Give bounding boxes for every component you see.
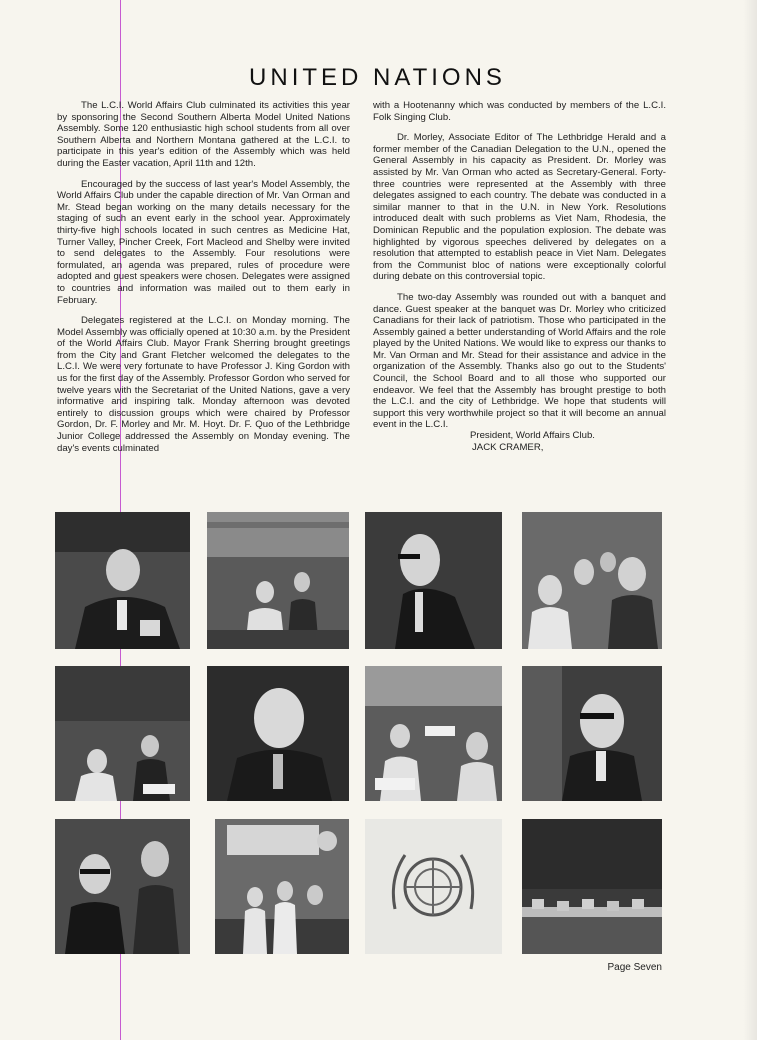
photo-delegates-at-desks xyxy=(55,666,190,801)
photo-delegation-group xyxy=(55,819,190,954)
paragraph: Dr. Morley, Associate Editor of The Lethbridge Herald and a former member of the Canadian Delegation to the U.N., opened the General Assembly in his capacity as President. Dr. Morley was assisted by Mr. Van Orman who acted as Secretary-General. Forty-three countries were represented at the Assembly with three delegates assigned to each country. The debate was conducted in a similar manner to that in the U.N. in New York. Resolutions introduced dealt with such problems as Viet Nam, Rhodesia, the Dominican Republic and the population explosion. The debate was highlighted by vigorous speeches delivered by delegates on a resolution that attempted to establish peace in Viet Nam. Delegates from the Communist bloc of nations were exceptionally colorful during debate on this controversial topic. xyxy=(373,132,666,283)
signature-role: President, World Affairs Club. xyxy=(470,430,595,441)
photo-banquet-hall-banner xyxy=(215,819,349,954)
signature-block xyxy=(470,430,595,454)
paragraph: The L.C.I. World Affairs Club culminated its activities this year by sponsoring the Second Southern Alberta Model United Nations Assembly. Some 120 enthusiastic high school students from all over Southern Alberta and Northern Montana gathered at the L.C.I. to participate in this year's edition of the Assembly which was held during the Easter vacation, April 11th and 12th. xyxy=(57,100,350,169)
signature-name: JACK CRAMER, xyxy=(472,442,544,453)
article-column-left xyxy=(57,100,350,463)
photo-student-with-glasses xyxy=(522,666,662,801)
photo-united-nations-emblem xyxy=(365,819,502,954)
paragraph: Delegates registered at the L.C.I. on Monday morning. The Model Assembly was officially opened at 10:30 a.m. by the President of the World Affairs Club. Mayor Frank Sherring brought greetings from the City and Grant Fletcher welcomed the delegates to the L.C.I. We were very fortunate to have Professor J. King Gordon with us for the first day of the Assembly. Professor Gordon who served for twelve years with the Secretariat of the United Nations, gave a very informative and inspiring talk. Monday afternoon was devoted entirely to discussion groups which were chaired by Professor Gordon, Dr. F. Morley and Mr. M. Hoyt. Dr. F. Quo of the Lethbridge Junior College addressed the Assembly on Monday evening. The day's events culminated xyxy=(57,315,350,454)
photo-man-with-glasses-profile xyxy=(365,512,502,649)
page-edge-shadow xyxy=(743,0,757,1040)
photo-speaker-at-microphone xyxy=(55,512,190,649)
photo-assembly-hall xyxy=(522,819,662,954)
photo-delegates-with-placards xyxy=(365,666,502,801)
paragraph: The two-day Assembly was rounded out with a banquet and dance. Guest speaker at the banquet was Dr. Morley who criticized Canadians for their lack of patriotism. Those who participated in the Assembly gained a better understanding of World Affairs and the role played by the United Nations. We would like to express our thanks to Mr. Van Orman and Mr. Stead for their assistance and advice in the organization of the Assembly. Thanks also go out to the Students' Council, the School Board and to all those who supported our endeavor. We feel that the Assembly has brought prestige to both the L.C.I. and the city of Lethbridge. We hope that students will support this very worthwhile project so that it will become an annual event in the L.C.I. xyxy=(373,291,666,431)
photo-delegates-seated xyxy=(207,512,349,649)
article-column-right xyxy=(373,100,666,440)
page-title: UNITED NATIONS xyxy=(249,64,506,91)
photo-elderly-speaker xyxy=(207,666,349,801)
paragraph: Encouraged by the success of last year's Model Assembly, the World Affairs Club under the capable direction of Mr. Van Orman and Mr. Stead began working on the many details necessary for the staging of such an event early in the school year. Approximately thirty-five high schools located in such centres as Medicine Hat, Turner Valley, Pincher Creek, Fort Macleod and Shelby were invited to send delegates to the Assembly. Four resolutions were formulated, an agenda was prepared, rules of procedure were adopted and guest speakers were chosen. Delegates were assigned to countries and information was mailed out to them early in February. xyxy=(57,178,350,306)
page-number: Page Seven xyxy=(607,962,662,973)
paragraph: with a Hootenanny which was conducted by members of the L.C.I. Folk Singing Club. xyxy=(373,100,666,123)
photo-students-in-audience xyxy=(522,512,662,649)
